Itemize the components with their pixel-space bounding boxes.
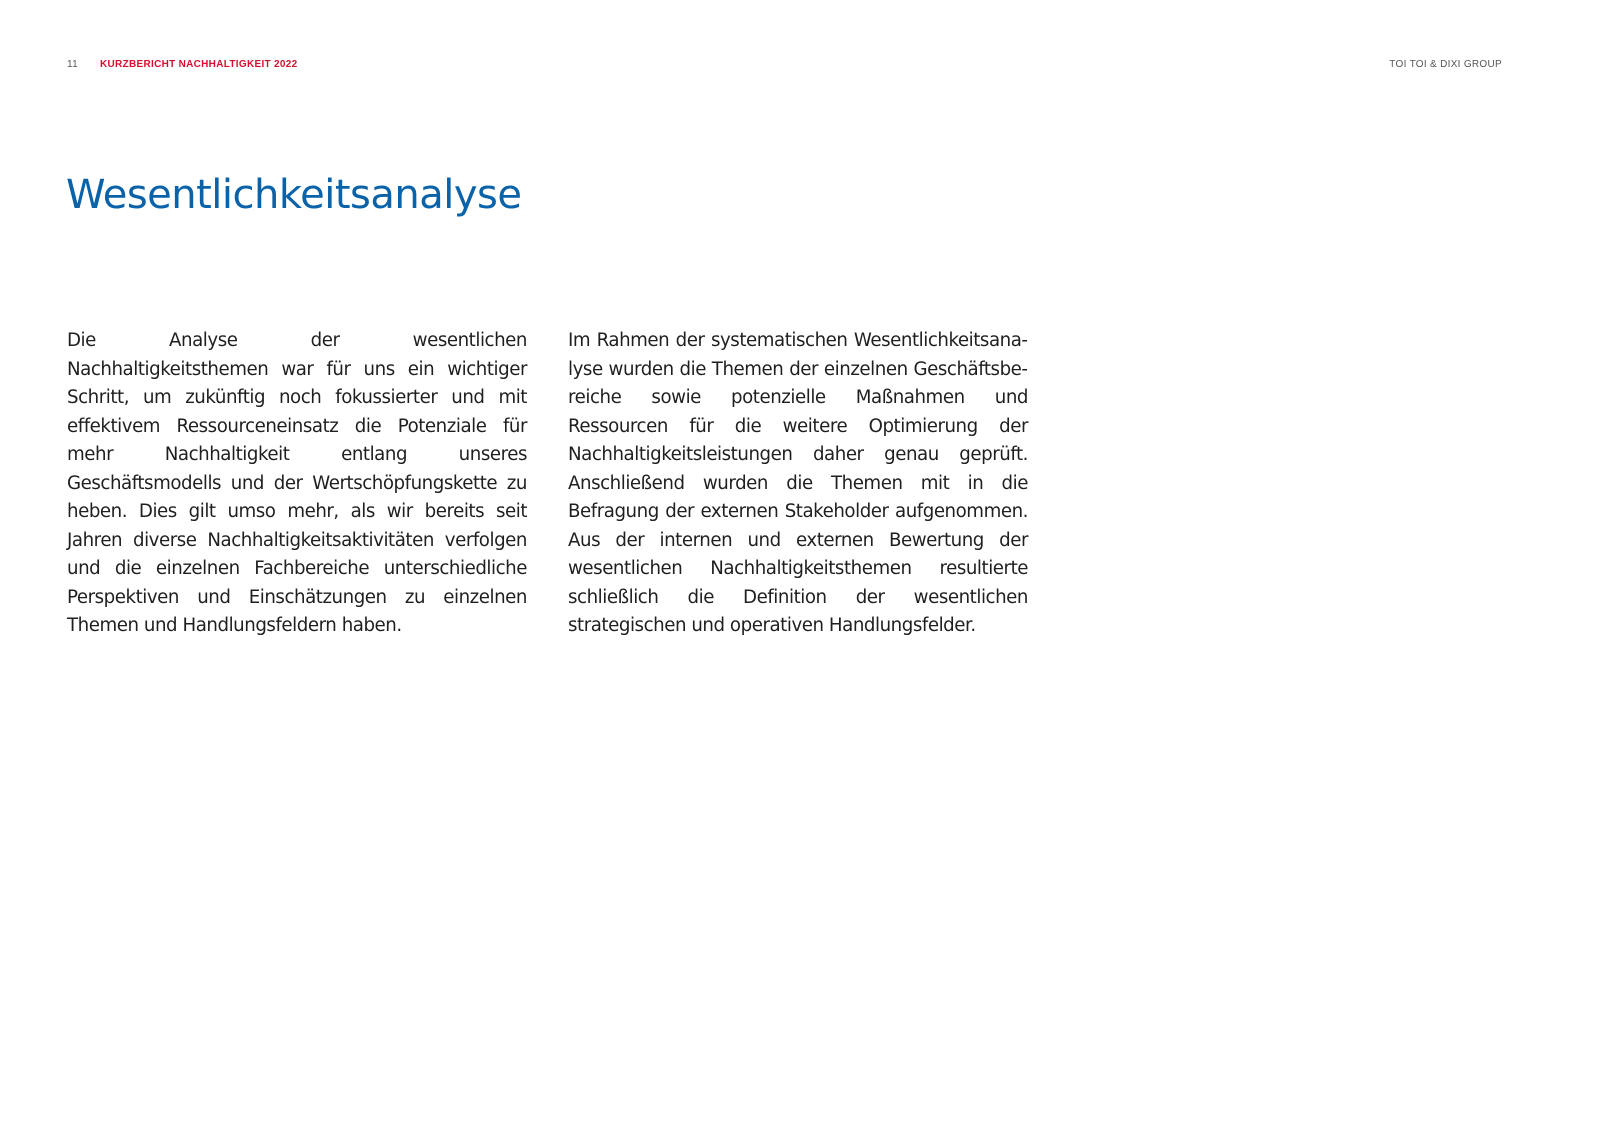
page-number: 11: [67, 59, 78, 70]
body-text-right-column: Im Rahmen der systematischen Wesentlichkeitsanalyse wurden die Themen der einzelnen Geschäftsbereiche sowie potenzielle Maßnahmen und Ressourcen für die weitere Optimierung der Nachhaltigkeitsleistungen daher genau geprüft. Anschließend wurden die Themen mit in die Befragung der externen Stakeholder aufgenommen. Aus der internen und externen Bewertung der wesentlichen Nachhaltigkeitsthemen resultierte schließlich die Definition der wesentlichen strategischen und operativen Handlungsfelder.: [568, 330, 1028, 636]
body-text-left-column: Die Analyse der wesentlichen Nachhaltigkeitsthemen war für uns ein wichtiger Schritt, um zukünftig noch fokussierter und mit effektivem Ressourceneinsatz die Potenziale für mehr Nachhaltigkeit entlang unseres Geschäftsmodells und der Wertschöpfungskette zu heben. Dies gilt umso mehr, als wir bereits seit Jahren diverse Nachhaltigkeitsaktivitäten verfolgen und die einzelnen Fachbereiche unterschiedliche Perspektiven und Einschätzungen zu einzelnen Themen und Handlungsfeldern haben.: [67, 330, 527, 636]
report-title: KURZBERICHT NACHHALTIGKEIT 2022: [100, 59, 298, 70]
running-header: [67, 59, 1502, 75]
company-name: TOI TOI & DIXI GROUP: [1389, 59, 1502, 70]
page-title: Wesentlichkeitsanalyse: [66, 172, 522, 218]
